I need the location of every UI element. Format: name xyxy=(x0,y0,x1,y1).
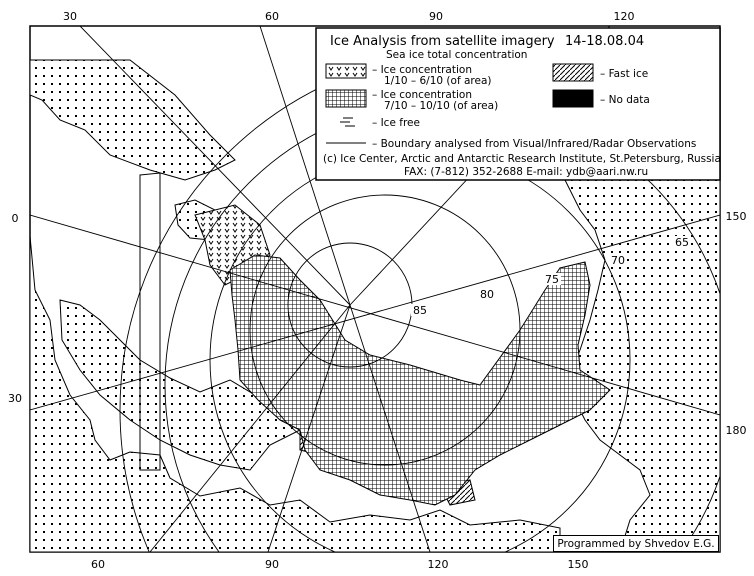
lon-label-bottom: 150 xyxy=(567,558,589,571)
legend-contact: FAX: (7-812) 352-2688 E-mail: ydb@aari.nw.ru xyxy=(404,166,649,178)
legend-item-label: 1/10 – 6/10 (of area) xyxy=(384,75,492,87)
lon-label-right: 180 xyxy=(725,424,747,437)
legend-item-label: – Ice concentration xyxy=(372,64,472,76)
legend-item-label: – No data xyxy=(600,94,650,106)
credit-label: Programmed by Shvedov E.G. xyxy=(553,535,719,552)
lon-label-top: 60 xyxy=(265,10,279,23)
no-data-swatch xyxy=(553,90,593,107)
lon-label-bottom: 60 xyxy=(91,558,105,571)
legend-item-label: – Boundary analysed from Visual/Infrared/Radar Observations xyxy=(372,138,697,150)
lon-label-left: 30 xyxy=(8,392,22,405)
lon-label-top: 90 xyxy=(429,10,443,23)
ice-high-swatch xyxy=(326,90,366,107)
lon-label-right: 150 xyxy=(725,210,747,223)
legend-subtitle: Sea ice total concentration xyxy=(386,49,528,61)
legend-title: Ice Analysis from satellite imagery xyxy=(330,34,555,49)
legend-item-label: – Ice concentration xyxy=(372,89,472,101)
lat-label: 70 xyxy=(611,254,625,267)
legend-item-label: – Ice free xyxy=(372,117,420,129)
lat-label: 85 xyxy=(413,304,427,317)
lon-label-bottom: 120 xyxy=(427,558,449,571)
legend-institute: (c) Ice Center, Arctic and Antarctic Research Institute, St.Petersburg, Russia xyxy=(323,153,721,165)
legend-dates: 14-18.08.04 xyxy=(565,34,645,49)
fast-ice-swatch xyxy=(553,64,593,81)
lat-label: 75 xyxy=(545,273,559,286)
legend-item-label: 7/10 – 10/10 (of area) xyxy=(384,100,499,112)
lon-label-top: 30 xyxy=(63,10,77,23)
lon-label-left: 0 xyxy=(11,212,19,225)
legend-box xyxy=(316,28,721,180)
legend-item-label: – Fast ice xyxy=(600,68,649,80)
lat-label: 65 xyxy=(675,236,689,249)
lon-label-top: 120 xyxy=(613,10,635,23)
lon-label-bottom: 90 xyxy=(265,558,279,571)
ice-low-swatch xyxy=(326,64,366,78)
lat-label: 80 xyxy=(480,288,494,301)
